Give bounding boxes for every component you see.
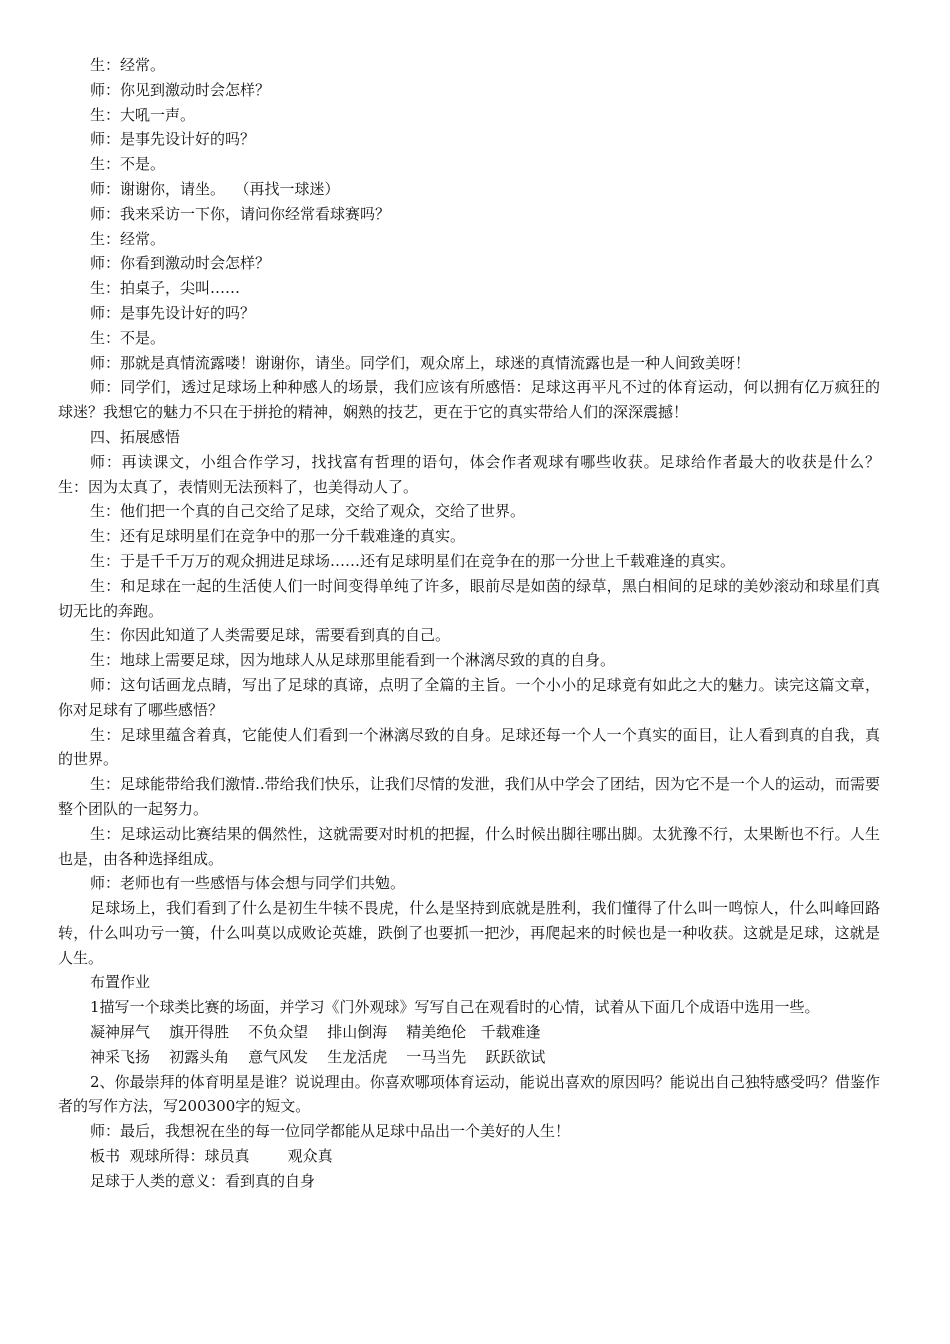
section-heading: 布置作业 [90, 973, 151, 992]
paragraph: 生：大吼一声。 [90, 105, 196, 124]
paragraph: 生：于是千千万万的观众拥进足球场……还有足球明星们在竞争在的那一分世上千载难逢的真实。 [90, 551, 736, 570]
paragraph: 生：不是。 [90, 328, 166, 347]
paragraph: 师：谢谢你，请坐。 （再找一球迷） [90, 179, 340, 198]
paragraph: 生：拍桌子，尖叫…… [90, 279, 241, 298]
paragraph: 师：你见到激动时会怎样？ [90, 80, 271, 99]
paragraph: 生：足球能带给我们激情..带给我们快乐，让我们尽情的发泄，我们从中学会了团结，因为它不是一个人的运动，而需要整个团队的一起努力。 [58, 775, 880, 818]
paragraph: 师：你看到激动时会怎样？ [90, 254, 271, 273]
blackboard-note: 足球于人类的意义：看到真的自身 [90, 1171, 316, 1190]
paragraph: 师：我来采访一下你，请问你经常看球赛吗？ [90, 204, 391, 223]
blackboard-note: 板书 观球所得：球员真 观众真 [90, 1147, 333, 1166]
paragraph: 生：他们把一个真的自己交给了足球，交给了观众，交给了世界。 [90, 502, 526, 521]
paragraph: 生：经常。 [90, 56, 166, 74]
paragraph: 足球场上，我们看到了什么是初生牛犊不畏虎，什么是坚持到底就是胜利，我们懂得了什么叫一鸣惊人，什么叫峰回路转，什么叫功亏一篑，什么叫莫以成败论英雄，跌倒了也要抓一把沙，再爬起来的时候也是一种收获。这就是足球，这就是人生。 [58, 899, 880, 967]
paragraph: 生：不是。 [90, 155, 166, 174]
paragraph: 生：你因此知道了人类需要足球，需要看到真的自己。 [90, 626, 451, 645]
paragraph: 师：这句话画龙点睛，写出了足球的真谛，点明了全篇的主旨。一个小小的足球竟有如此之大的魅力。读完这篇文章，你对足球有了哪些感悟？ [58, 675, 880, 719]
paragraph: 生：和足球在一起的生活使人们一时间变得单纯了许多，眼前尽是如茵的绿草，黑白相间的足球的美妙滚动和球星们真切无比的奔跑。 [58, 576, 880, 620]
paragraph: 师：最后，我想祝在坐的每一位同学都能从足球中品出一个美好的人生！ [90, 1122, 571, 1141]
paragraph: 师：老师也有一些感悟与体会想与同学们共勉。 [90, 874, 406, 893]
paragraph: 生：足球里蕴含着真，它能使人们看到一个淋漓尽致的自身。足球还每一个人一个真实的面目，让人看到真的自我，真的世界。 [58, 725, 880, 769]
paragraph: 师：是事先设计好的吗？ [90, 303, 256, 322]
paragraph: 师：那就是真情流露喽！谢谢你，请坐。同学们，观众席上，球迷的真情流露也是一种人间致美呀！ [90, 353, 751, 372]
section-heading: 四、拓展感悟 [90, 427, 181, 446]
paragraph: 生：经常。 [90, 229, 166, 248]
paragraph: 生：还有足球明星们在竞争中的那一分千载难逢的真实。 [90, 527, 466, 546]
paragraph: 1描写一个球类比赛的场面，并学习《门外观球》写写自己在观看时的心情，试着从下面几个成语中选用一些。 [90, 998, 820, 1017]
paragraph: 师：同学们，透过足球场上种种感人的场景，我们应该有所感悟：足球这再平凡不过的体育运动，何以拥有亿万疯狂的球迷？我想它的魅力不只在于拼抢的精神，娴熟的技艺，更在于它的真实带给人们的深深震撼！ [58, 378, 880, 422]
paragraph: 师：是事先设计好的吗？ [90, 130, 256, 149]
paragraph: 2、你最崇拜的体育明星是谁？说说理由。你喜欢哪项体育运动，能说出喜欢的原因吗？能说出自己独特感受吗？借鉴作者的写作方法，写200300字的短文。 [58, 1072, 880, 1116]
paragraph: 生：足球运动比赛结果的偶然性，这就需要对时机的把握，什么时候出脚往哪出脚。太犹豫不行，太果断也不行。人生也是，由各种选择组成。 [58, 824, 880, 868]
paragraph: 生：地球上需要足球，因为地球人从足球那里能看到一个淋漓尽致的真的自身。 [90, 651, 616, 670]
idiom-list: 神采飞扬 初露头角 意气风发 生龙活虎 一马当先 跃跃欲试 [90, 1047, 546, 1066]
document-page [58, 53, 909, 1194]
idiom-list: 凝神屏气 旗开得胜 不负众望 排山倒海 精美绝伦 千载难逢 [90, 1023, 541, 1042]
paragraph: 师：再读课文，小组合作学习，找找富有哲理的语句，体会作者观球有哪些收获。足球给作者最大的收获是什么？ 生：因为太真了，表情则无法预料了，也美得动人了。 [58, 452, 909, 496]
